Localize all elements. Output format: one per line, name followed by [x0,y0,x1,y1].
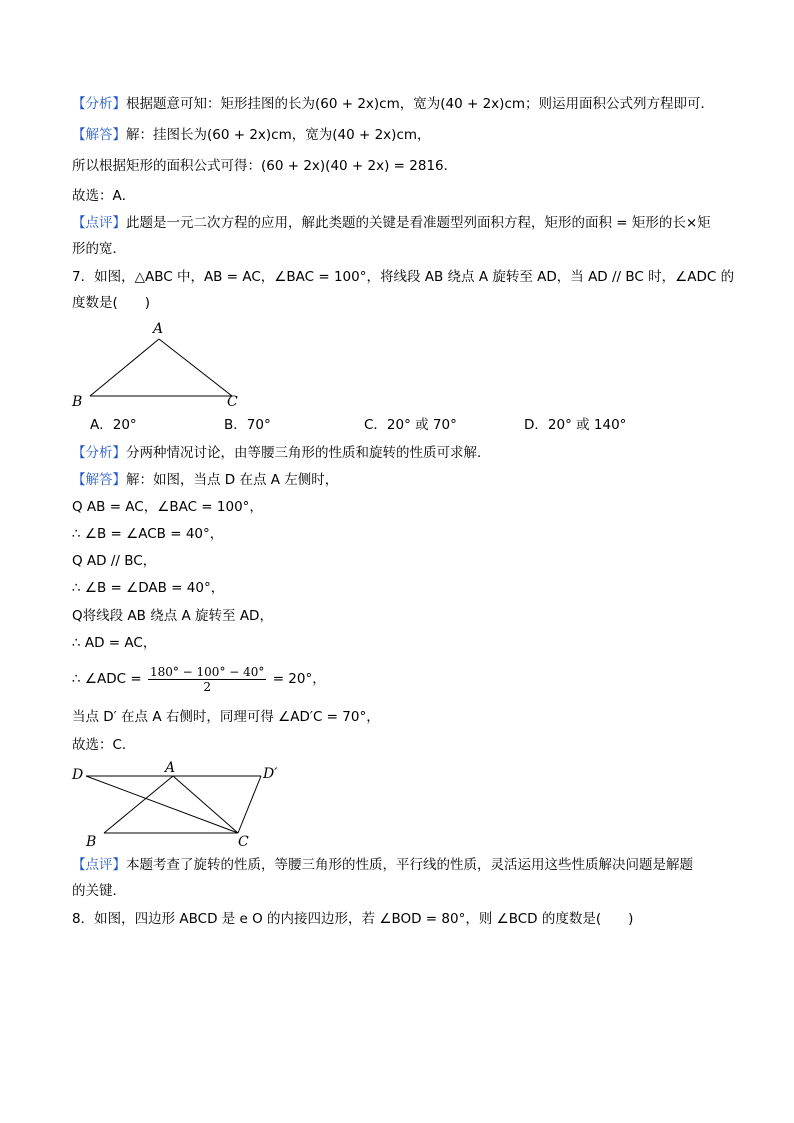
segment-d-prime-c [238,776,261,833]
q6-comment-cont: 形的宽． [72,241,126,257]
q7-choice: 故选：C． [72,737,136,753]
comment-tag: 【点评】 [72,215,126,231]
segment-ac [159,339,232,396]
analysis-text: 分两种情况讨论，由等腰三角形的性质和旋转的性质可求解． [126,445,491,461]
q7-stem-cont: 度数是( ) [72,295,151,311]
fraction-suffix: = 20°， [272,671,326,687]
comment-tag: 【点评】 [72,857,126,873]
fraction [148,665,266,694]
q8-stem: 8．如图，四边形 ABCD 是 e O 的内接四边形，若 ∠BOD = 80°，则 ∠BCD 的度数是( ) [72,911,634,927]
q6-solution [72,126,431,144]
q7-step: Q AB = AC，∠BAC = 100°， [72,499,263,515]
segment-ac [173,776,238,833]
q7-step: Q AD // BC， [72,553,157,569]
q6-choice: 故选：A． [72,188,136,204]
q7-options [72,416,712,434]
analysis-tag: 【分析】 [72,445,126,461]
fraction-prefix: ∴ ∠ADC = [72,671,142,687]
analysis-text: 根据题意可知：矩形挂图的长为(60 + 2x)cm，宽为(40 + 2x)cm；则运用面积公式列方程即可． [126,96,715,112]
q7-step: Q将线段 AB 绕点 A 旋转至 AD， [72,608,273,624]
analysis-tag: 【分析】 [72,96,126,112]
q7-step: ∴ AD = AC， [72,635,157,651]
comment-text: 此题是一元二次方程的应用，解此类题的关键是看准题型列面积方程，矩形的面积 = 矩形的长×矩 [126,215,711,231]
option-c: C．20° 或 70° [364,417,457,433]
label-c: C [227,394,238,410]
option-d: D．20° 或 140° [524,417,627,433]
label-d: D [72,767,84,783]
option-b: B．70° [224,417,271,433]
q7-step-fraction [72,664,326,694]
q7-solution [72,471,338,489]
q7-comment-cont: 的关键． [72,883,126,899]
label-c: C [238,834,249,850]
q7-figure-triangle [60,318,260,414]
q7-comment [72,856,693,874]
fraction-numerator: 180° − 100° − 40° [149,664,265,679]
q7-figure-rotation [60,758,300,850]
q7-step: ∴ ∠B = ∠DAB = 40°， [72,580,225,596]
segment-ab [90,339,159,396]
label-b: B [72,394,83,410]
label-d-prime: D′ [263,766,278,782]
label-a: A [153,321,164,337]
label-b: B [86,834,97,850]
solution-text: 解：挂图长为(60 + 2x)cm，宽为(40 + 2x)cm， [126,127,431,143]
option-a: A．20° [90,417,137,433]
q6-comment [72,214,711,232]
comment-text: 本题考查了旋转的性质，等腰三角形的性质，平行线的性质，灵活运用这些性质解决问题是解题 [126,857,693,873]
q7-analysis [72,444,491,462]
q6-analysis [72,95,714,113]
q6-solution-equation: 所以根据矩形的面积公式可得：(60 + 2x)(40 + 2x) = 2816． [72,158,458,174]
solution-text: 解：如图，当点 D 在点 A 左侧时， [126,472,339,488]
q7-step: 当点 D′ 在点 A 右侧时，同理可得 ∠AD′C = 70°， [72,709,380,725]
solution-tag: 【解答】 [72,127,126,143]
solution-tag: 【解答】 [72,472,126,488]
q7-step: ∴ ∠B = ∠ACB = 40°， [72,526,224,542]
label-a: A [165,760,176,776]
fraction-denominator: 2 [203,679,211,694]
q7-stem: 7．如图，△ABC 中，AB = AC，∠BAC = 100°，将线段 AB 绕点 A 旋转至 AD，当 AD // BC 时，∠ADC 的 [72,269,735,285]
